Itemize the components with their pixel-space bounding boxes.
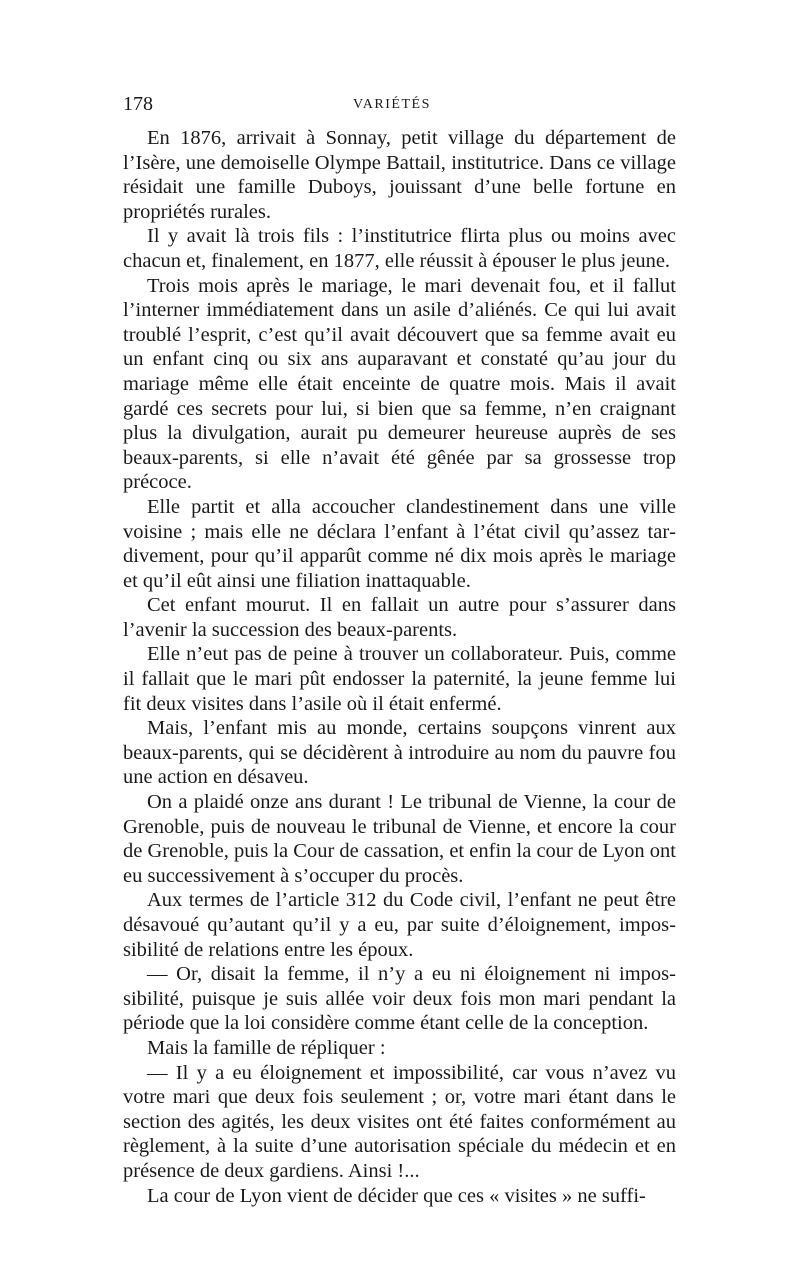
page-number: 178 xyxy=(123,93,153,115)
paragraph: — Or, disait la femme, il n’y a eu ni éloignement ni impossibilité, puisque je suis allée voir deux fois mon mari pendant la période que la loi considère comme étant celle de la conception. xyxy=(123,963,676,1035)
paragraph: Mais la famille de répliquer : xyxy=(147,1036,386,1059)
running-head: VARIÉTÉS xyxy=(353,97,431,112)
paragraph: On a plaidé onze ans durant ! Le tribunal de Vienne, la cour de Grenoble, puis de nouveau le tribunal de Vienne, et encore la cour de Grenoble, puis la Cour de cassation, et enfin la cour de Lyon ont eu successivement à s’occuper du procès. xyxy=(123,791,676,887)
paragraph: Trois mois après le mariage, le mari devenait fou, et il fallut l’interner immédiatement dans un asile d’aliénés. Ce qui lui avait troublé l’esprit, c’est qu’il avait découvert que sa femme avait eu un enfant cinq ou six ans auparavant et constaté qu’au jour du mariage même elle était enceinte de quatre mois. Mais il avait gardé ces secrets pour lui, si bien que sa femme, n’en craignant plus la divulgation, aurait pu demeurer heureuse auprès de ses beaux-parents, si elle n’avait été gênée par sa grossesse trop précoce. xyxy=(123,274,676,494)
paragraph: Aux termes de l’article 312 du Code civil, l’enfant ne peut être désavoué qu’autant qu’il y a eu, par suite d’éloignement, impossibilité de relations entre les époux. xyxy=(123,889,676,961)
paragraph: La cour de Lyon vient de décider que ces « visites » ne suffi- xyxy=(147,1184,646,1207)
paragraph: — Il y a eu éloignement et impossibilité, car vous n’avez vu votre mari que deux fois seulement ; or, votre mari étant dans le section des agités, les deux visites ont été faites conformément au règlement, à la suite d’une autorisation spéciale du médecin et en présence de deux gardiens. Ainsi !... xyxy=(123,1061,676,1182)
paragraph: Il y avait là trois fils : l’institutrice flirta plus ou moins avec chacun et, finalement, en 1877, elle réussit à épouser le plus jeune. xyxy=(123,225,676,272)
paragraph: Mais, l’enfant mis au monde, certains soupçons vinrent aux beaux-parents, qui se décidèrent à introduire au nom du pauvre fou une action en désaveu. xyxy=(123,717,676,789)
paragraph: En 1876, arrivait à Sonnay, petit village du département de l’Isère, une demoiselle Olympe Battail, institutrice. Dans ce village résidait une famille Duboys, jouissant d’une belle fortune en propriétés rurales. xyxy=(123,127,676,223)
paragraph: Cet enfant mourut. Il en fallait un autre pour s’assurer dans l’avenir la succession des beaux-parents. xyxy=(123,594,676,641)
paragraph: Elle partit et alla accoucher clandestinement dans une ville voisine ; mais elle ne déclara l’enfant à l’état civil qu’assez tardivement, pour qu’il apparût comme né dix mois après le mariage et qu’il eût ainsi une filiation inattaquable. xyxy=(123,495,676,592)
body-text xyxy=(123,126,676,1208)
paragraph: Elle n’eut pas de peine à trouver un collaborateur. Puis, comme il fallait que le mari pût endosser la paternité, la jeune femme lui fit deux visites dans l’asile où il était enfermé. xyxy=(123,643,676,715)
page-header xyxy=(123,92,676,118)
